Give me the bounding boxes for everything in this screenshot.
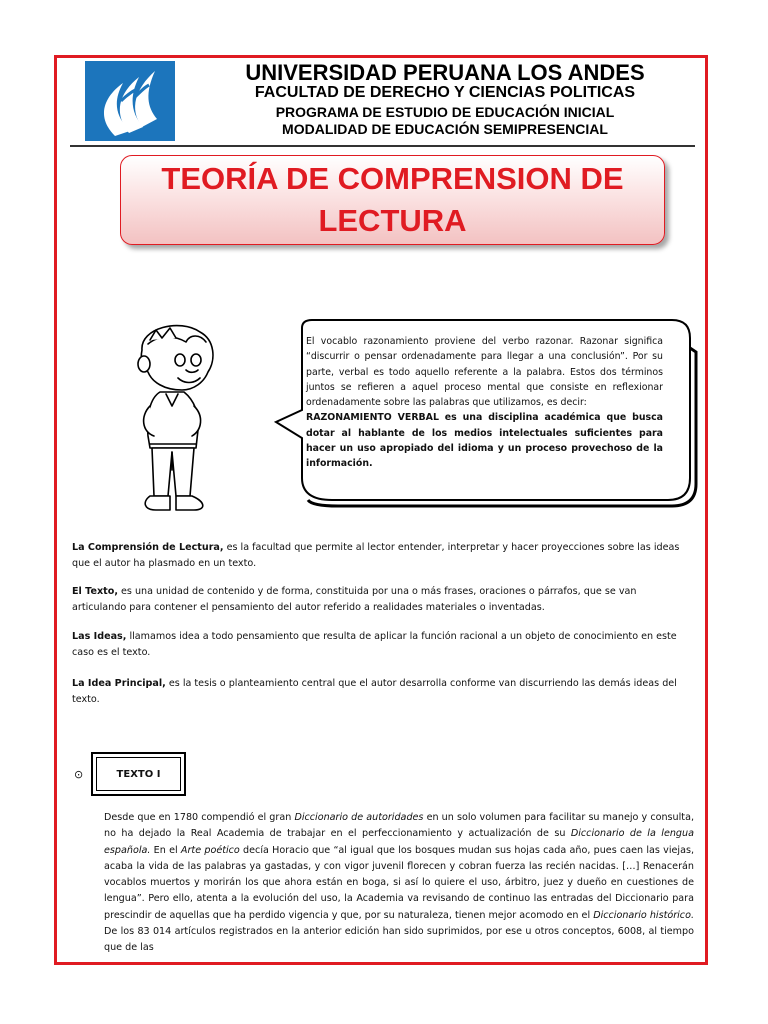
texto-i-label-box xyxy=(91,752,186,796)
text-run: De los 83 014 artículos registrados en la anterior edición han sido suprimidos, por ese u otros conceptos, 6008, al tiempo que de las xyxy=(104,926,694,954)
text-run: decía Horacio que “al igual que los bosques mudan sus hojas cada año, pues caen las viejas, acaba la vida de las palabras ya gastadas, y con vigor juvenil florecen y cobran fuerza las recién nacidas. […] Renacerán vocablos muertos y morirán los que ahora están en boga, si así lo quiere el uso, árbitro, juez y dueño en cuestiones de lengua”. Pero ello, atenta a la evolución del uso, la Academia va revisando de continuo las entradas del Diccionario para prescindir de aquellas que ha perdido vigencia y que, por su naturaleza, tienen mejor acomodo en el xyxy=(104,844,695,921)
definition-text: es la tesis o planteamiento central que el autor desarrolla conforme van discurriendo las demás ideas del texto. xyxy=(72,678,677,705)
italic-run: Diccionario de autoridades xyxy=(294,812,424,823)
definition-text: es una unidad de contenido y de forma, constituida por una o más frases, oraciones o párrafos, que se van articulando para contener el pensamiento del autor referido a realidades materiales o inventadas. xyxy=(72,586,637,613)
bubble-definition: RAZONAMIENTO VERBAL es una disciplina académica que busca dotar al hablante de los medios intelectuales suficientes para hacer un uso apropiado del idioma y un proceso provechoso de la información. xyxy=(306,412,663,470)
texto-i-body xyxy=(104,810,694,957)
definition-idea-principal xyxy=(72,676,692,708)
bubble-text xyxy=(306,334,663,472)
italic-run: Arte poético xyxy=(180,844,240,856)
program-name: PROGRAMA DE ESTUDIO DE EDUCACIÓN INICIAL xyxy=(275,104,615,120)
university-name: UNIVERSIDAD PERUANA LOS ANDES xyxy=(245,60,645,85)
boy-illustration-icon xyxy=(120,320,230,520)
definition-term: Las Ideas, xyxy=(72,631,127,642)
page-title: TEORÍA DE COMPRENSION DE LECTURA xyxy=(161,161,624,238)
definition-texto xyxy=(72,584,692,616)
text-run: Desde que en 1780 compendió el gran xyxy=(104,812,295,823)
modality-name: MODALIDAD DE EDUCACIÓN SEMIPRESENCIAL xyxy=(282,121,608,137)
bullet-icon: ⊙ xyxy=(74,768,84,781)
definition-comprension xyxy=(72,540,692,572)
title-banner xyxy=(120,155,665,245)
italic-run: Diccionario histórico. xyxy=(593,909,695,921)
texto-i-label: TEXTO I xyxy=(116,768,161,780)
definition-text: llamamos idea a todo pensamiento que resulta de aplicar la función racional a un objeto de conocimiento en este caso es el texto. xyxy=(72,631,677,658)
definition-text: es la facultad que permite al lector entender, interpretar y hacer proyecciones sobre las ideas que el autor ha plasmado en un texto. xyxy=(72,542,680,569)
bubble-intro: El vocablo razonamiento proviene del verbo razonar. Razonar significa “discurrir o pensar ordenadamente para llegar a una conclusión”. Por su parte, verbal es todo aquello referente a la palabra. Estos dos términos juntos se refieren a aquel proceso mental que consiste en reflexionar ordenadamente sobre las palabras que utilizamos, es decir: xyxy=(306,336,663,409)
faculty-name: FACULTAD DE DERECHO Y CIENCIAS POLITICAS xyxy=(254,84,636,101)
university-logo-icon xyxy=(85,61,175,141)
header-divider xyxy=(70,145,695,147)
text-run: en un solo volumen para facilitar su manejo y consulta, no ha dejado la Real Academia de trabajar en el perfeccionamiento y actualización de su xyxy=(104,812,694,840)
definition-term: La Idea Principal, xyxy=(72,678,166,689)
definition-term: La Comprensión de Lectura, xyxy=(72,542,224,553)
definition-term: El Texto, xyxy=(72,586,118,597)
text-run: En el xyxy=(150,844,181,856)
definition-ideas xyxy=(72,629,692,661)
italic-run: Diccionario de la lengua española. xyxy=(104,828,694,856)
